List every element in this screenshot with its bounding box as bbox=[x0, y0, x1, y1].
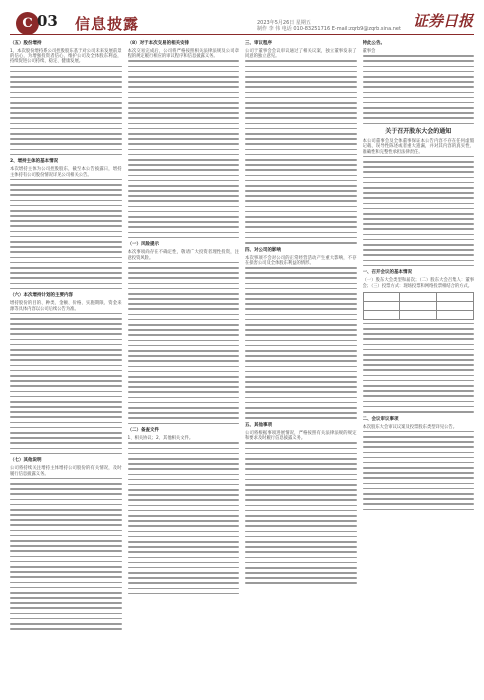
contact-line: 制作 李 伟 电话 010-83251716 E-mail:zqrb9@zqrb.sina.net bbox=[257, 26, 401, 32]
article-block bbox=[363, 128, 475, 266]
block-heading: 2、增持主体的基本情况 bbox=[10, 159, 59, 165]
block-text: 本次交易完成后，公司将严格按照相关法律法规及公司章程的规定履行相应的审议程序和信息披露义务。 bbox=[127, 49, 239, 60]
text-lines bbox=[128, 442, 240, 594]
block-heading: （一）风险提示 bbox=[127, 242, 159, 248]
block-text: 公司将根据事项进展情况，严格按照有关法律法规的规定和要求及时履行信息披露义务。 bbox=[245, 431, 357, 442]
block-text: （一）股东大会类型和届次；（二）股东大会召集人：董事会；（三）投票方式：现场投票和网络投票相结合的方式。 bbox=[362, 278, 474, 289]
block-text: 本次事项尚存在不确定性，敬请广大投资者理性投资，注意投资风险。 bbox=[127, 250, 239, 261]
block-text: 本次增持主体为公司控股股东，截至本公告披露日，增持主体持有公司股份情况详见公司相关公告。 bbox=[10, 167, 122, 178]
block-heading: （六）本次增持计划的主要内容 bbox=[10, 293, 73, 299]
article-block bbox=[128, 428, 240, 594]
block-text: 本公司董事会及全体董事保证本公告内容不存在任何虚假记载、误导性陈述或者重大遗漏，并对其内容的真实性、准确性和完整性承担法律责任。 bbox=[362, 139, 474, 155]
text-lines bbox=[245, 60, 357, 243]
header-rule bbox=[10, 34, 474, 35]
column-3 bbox=[245, 39, 357, 695]
date-line: 2023年5月26日 星期五 bbox=[257, 20, 311, 26]
column-1 bbox=[10, 39, 122, 695]
article-columns bbox=[10, 39, 474, 695]
notice-title: 关于召开股东大会的通知 bbox=[385, 128, 452, 136]
block-heading: （七）其他说明 bbox=[10, 458, 42, 464]
text-lines bbox=[245, 442, 357, 584]
text-lines bbox=[10, 179, 122, 290]
text-lines bbox=[363, 55, 475, 124]
block-heading: （五）股份增持 bbox=[10, 41, 42, 46]
article-block bbox=[10, 458, 122, 629]
text-lines bbox=[363, 431, 475, 510]
text-lines bbox=[10, 313, 122, 455]
block-heading: 三、审议程序 bbox=[245, 41, 272, 46]
block-text: 董事会 bbox=[362, 49, 376, 54]
block-text: 本次股东大会审议议案及投票股东类型详见公告。 bbox=[362, 424, 458, 430]
article-block bbox=[128, 242, 240, 424]
text-lines bbox=[245, 267, 357, 419]
column-2 bbox=[128, 39, 240, 695]
article-block bbox=[10, 41, 122, 155]
article-block bbox=[245, 423, 357, 584]
page-number: 03 bbox=[37, 12, 58, 30]
article-block bbox=[10, 293, 122, 454]
block-heading: 四、对公司的影响 bbox=[245, 247, 281, 253]
text-lines bbox=[10, 478, 122, 630]
block-text: 1、本次股份增持系公司控股股东基于对公司未来发展前景的信心，为增强投资者信心，维护公司及全体股东利益，持续促进公司持续、稳定、健康发展。 bbox=[10, 49, 122, 65]
article-block bbox=[245, 41, 357, 244]
block-heading: 特此公告。 bbox=[362, 41, 385, 46]
text-lines bbox=[363, 323, 475, 413]
block-heading: 二、会议审议事项 bbox=[362, 416, 399, 422]
column-4 bbox=[363, 39, 475, 695]
article-block bbox=[245, 248, 357, 419]
page-header bbox=[5, 4, 479, 33]
article-block bbox=[128, 41, 240, 238]
section-title: 信息披露 bbox=[75, 17, 140, 33]
text-lines bbox=[10, 66, 122, 156]
agenda-table bbox=[363, 292, 475, 320]
block-text: 公司于董事会会议审议通过了相关议案，独立董事发表了同意的独立意见。 bbox=[245, 49, 357, 60]
block-text: 公司将持续关注增持主体增持公司股份的有关情况，及时履行信息披露义务。 bbox=[10, 466, 122, 477]
block-heading: （二）备查文件 bbox=[127, 428, 159, 434]
block-text: 增持股份的目的、种类、金额、价格、实施期限、资金来源等具体内容以公司后续公告为准。 bbox=[10, 301, 122, 312]
block-text: 本次事项不会对公司的正常经营活动产生重大影响，不存在损害公司及全体股东利益的情形。 bbox=[245, 255, 357, 266]
newspaper-logo: 证券日报 bbox=[413, 12, 474, 30]
text-lines bbox=[128, 60, 240, 238]
block-heading: （8）对于本次交易的相关安排 bbox=[127, 41, 190, 46]
article-block bbox=[363, 417, 475, 511]
block-text: 1、相关协议；2、其他相关文件。 bbox=[127, 436, 194, 442]
article-block bbox=[363, 270, 475, 412]
block-heading: 一、召开会议的基本情况 bbox=[362, 270, 412, 276]
block-heading: 五、其他事项 bbox=[245, 423, 272, 428]
text-lines bbox=[128, 262, 240, 424]
article-block bbox=[363, 41, 475, 124]
section-badge: C bbox=[16, 12, 39, 35]
article-block bbox=[10, 159, 122, 289]
text-lines bbox=[363, 156, 475, 267]
